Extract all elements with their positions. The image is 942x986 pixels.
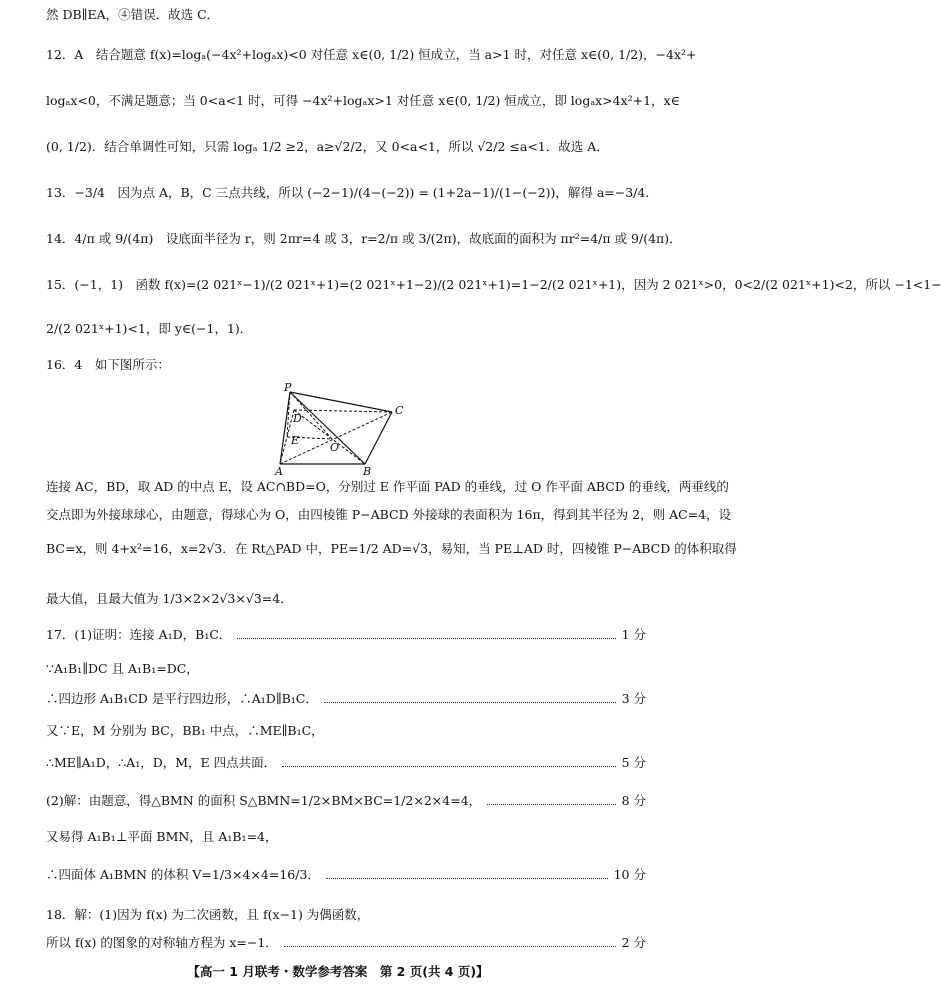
answer-16-line-2: 交点即为外接球球心，由题意，得球心为 O，由四棱锥 P−ABCD 外接球的表面积为 16π，得到其半径为 2，则 AC=4，设 xyxy=(46,507,732,522)
step-text: ∴四面体 A₁BMN 的体积 V=1/3×4×4=16/3． xyxy=(46,867,320,882)
score-label: 1 分 xyxy=(621,627,646,642)
score-label: 5 分 xyxy=(621,755,646,770)
step-text: 17．(1)证明：连接 A₁D，B₁C． xyxy=(46,627,232,642)
label-B: B xyxy=(363,465,372,478)
label-P: P xyxy=(284,381,292,394)
answer-12-line-2: logₐx<0，不满足题意；当 0<a<1 时，可得 −4x²+logₐx>1 对任意 x∈(0, 1/2) 恒成立，即 logₐx>4x²+1，x∈ xyxy=(46,93,680,108)
answer-12-line-1: 12．A 结合题意 f(x)=logₐ(−4x²+logₐx)<0 对任意 x∈(0, 1/2) 恒成立，当 a>1 时，对任意 x∈(0, 1/2)，−4x²+ xyxy=(46,47,697,62)
answer-17-part-2-step-2: 又易得 A₁B₁⊥平面 BMN，且 A₁B₁=4， xyxy=(46,829,278,844)
answer-15-line-1: 15．(−1，1) 函数 f(x)=(2 021ˣ−1)/(2 021ˣ+1)=(2 021ˣ+1−2)/(2 021ˣ+1)=1−2/(2 021ˣ+1)，因为 2 021ˣ>0，0<2/(2 021ˣ+1)<2，所以 −1<1− xyxy=(46,277,942,292)
edge-PB xyxy=(290,392,365,464)
answer-17-step-1 xyxy=(46,626,646,644)
answer-17-part-2-step-1 xyxy=(46,792,646,810)
answer-17-step-5 xyxy=(46,754,646,772)
page-footer: 【高一 1 月联考・数学参考答案 第 2 页(共 4 页)】 xyxy=(187,964,489,979)
answer-16-line-3: BC=x，则 4+x²=16，x=2√3．在 Rt△PAD 中，PE=1/2 AD=√3，易知，当 PE⊥AD 时，四棱锥 P−ABCD 的体积取得 xyxy=(46,541,737,556)
step-text: ∴四边形 A₁B₁CD 是平行四边形，∴A₁D∥B₁C． xyxy=(46,691,318,706)
pyramid-figure xyxy=(270,382,410,477)
answer-18-line-1: 18．解：(1)因为 f(x) 为二次函数，且 f(x−1) 为偶函数， xyxy=(46,907,370,922)
step-text: 所以 f(x) 的图象的对称轴方程为 x=−1． xyxy=(46,935,278,950)
answer-16-line-1: 连接 AC，BD，取 AD 的中点 E，设 AC∩BD=O，分别过 E 作平面 PAD 的垂线，过 O 作平面 ABCD 的垂线，两垂线的 xyxy=(46,479,729,494)
leader-dots xyxy=(326,878,608,879)
edge-BC xyxy=(365,412,392,464)
score-label: 8 分 xyxy=(621,793,646,808)
answer-14: 14．4/π 或 9/(4π) 设底面半径为 r，则 2πr=4 或 3，r=2/π 或 3/(2π)，故底面的面积为 πr²=4/π 或 9/(4π)． xyxy=(46,231,682,246)
answer-18-line-2 xyxy=(46,934,646,952)
label-A: A xyxy=(275,465,283,478)
answer-16-line-4: 最大值，且最大值为 1/3×2×2√3×√3=4． xyxy=(46,591,293,606)
answer-12-line-3: (0, 1/2)．结合单调性可知，只需 logₐ 1/2 ≥2，a≥√2/2，又 0<a<1，所以 √2/2 ≤a<1．故选 A． xyxy=(46,139,609,154)
answer-15-line-2: 2/(2 021ˣ+1)<1，即 y∈(−1，1)． xyxy=(46,321,253,336)
step-text: ∴ME∥A₁D，∴A₁，D，M，E 四点共面． xyxy=(46,755,277,770)
answer-17-step-3 xyxy=(46,690,646,708)
label-E: E xyxy=(291,434,300,447)
leader-dots xyxy=(284,946,616,947)
leader-dots xyxy=(237,638,615,639)
label-C: C xyxy=(395,404,404,417)
answer-16-heading: 16．4 如下图所示： xyxy=(46,357,170,372)
label-D: D xyxy=(293,412,302,425)
answer-13: 13．−3/4 因为点 A，B，C 三点共线，所以 (−2−1)/(4−(−2)) = (1+2a−1)/(1−(−2))，解得 a=−3/4． xyxy=(46,185,658,200)
score-label: 3 分 xyxy=(621,691,646,706)
label-O: O xyxy=(330,441,340,454)
leader-dots xyxy=(324,702,616,703)
step-text: (2)解：由题意，得△BMN 的面积 S△BMN=1/2×BM×BC=1/2×2×4=4， xyxy=(46,793,482,808)
text-line: 然 DB∥EA，④错误．故选 C． xyxy=(46,7,220,22)
answer-17-step-4: 又∵E，M 分别为 BC，BB₁ 中点，∴ME∥B₁C， xyxy=(46,723,324,738)
answer-17-step-2: ∵A₁B₁∥DC 且 A₁B₁=DC， xyxy=(46,661,199,676)
score-label: 2 分 xyxy=(621,935,646,950)
leader-dots xyxy=(487,804,615,805)
answer-17-part-2-step-3 xyxy=(46,866,646,884)
diagonal-BD xyxy=(294,410,365,464)
leader-dots xyxy=(282,766,615,767)
score-label: 10 分 xyxy=(613,867,646,882)
edge-PA xyxy=(280,392,290,464)
